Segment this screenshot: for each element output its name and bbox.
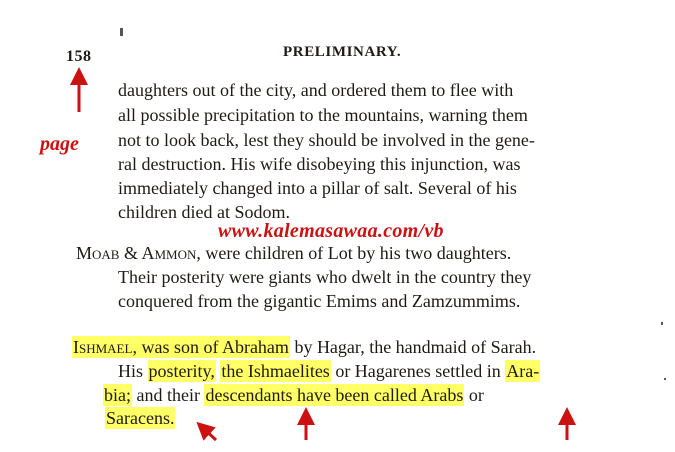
lot-line-5: immediately changed into a pillar of salt. Several of his <box>118 178 517 198</box>
lot-line-1: daughters out of the city, and ordered them to flee with <box>118 80 514 100</box>
ishmael-ara: Ara- <box>506 361 540 381</box>
ishmael-ishmaelites: the Ishmaelites <box>221 361 330 381</box>
page-number: 158 <box>66 48 92 65</box>
ishmael-posterity: posterity, <box>148 361 215 381</box>
ishmael-name: Ishmael, <box>73 337 137 357</box>
ishmael-and-their: and their <box>132 385 205 405</box>
ishmael-bia: bia; <box>104 385 131 405</box>
lot-line-4: ral destruction. His wife disobeying this injunction, was <box>118 154 521 174</box>
lot-line-3: not to look back, lest they should be involved in the gene- <box>118 130 535 150</box>
ishmael-saracens: Saracens. <box>106 408 175 428</box>
running-head: PRELIMINARY. <box>283 44 402 60</box>
ishmael-abraham: Abraham <box>221 337 289 357</box>
lot-line-6: children died at Sodom. <box>118 202 290 222</box>
ishmael-or: or <box>464 385 484 405</box>
lot-line-2: all possible precipitation to the mountains, warning them <box>118 105 528 125</box>
ishmael-descendants: descendants have been called Arabs <box>205 385 464 405</box>
moab-line-3: conquered from the gigantic Emims and Zamzummims. <box>118 291 521 311</box>
moab-name: Moab & Ammon, <box>76 243 201 263</box>
ishmael-his: His <box>118 361 148 381</box>
watermark-url: www.kalemasawaa.com/vb <box>218 220 444 242</box>
moab-line-1-rest: were children of Lot by his two daughters. <box>200 243 512 263</box>
arrow-to-saracens <box>203 428 216 440</box>
ishmael-was-son-of: was son of <box>136 337 222 357</box>
ishmael-line-1-rest: by Hagar, the handmaid of Sarah. <box>289 337 537 357</box>
ishmael-line-2-middle: or Hagarenes settled in <box>330 361 506 381</box>
page-label-annotation: page <box>40 133 79 155</box>
moab-line-2: Their posterity were giants who dwelt in the country they <box>118 267 532 287</box>
